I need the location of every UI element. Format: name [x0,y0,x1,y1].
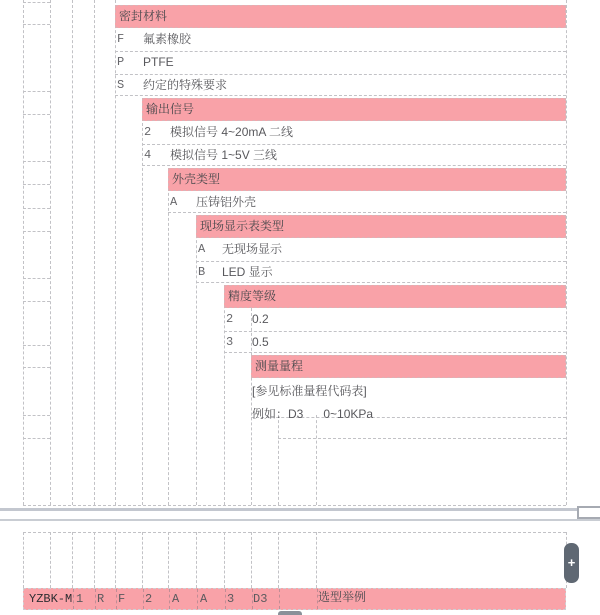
gridline-vertical [50,0,51,505]
gridline-vertical [316,415,317,505]
gridline-horizontal [23,505,566,506]
gridline-horizontal [23,161,50,162]
example-row[interactable] [23,588,566,610]
example-model[interactable]: YZBK-M [29,592,73,606]
gridline-horizontal [23,345,50,346]
cell-divider [169,589,170,609]
option-code[interactable]: 4 [144,148,152,162]
gridline-vertical [94,0,95,505]
gridline-horizontal [23,2,50,3]
insert-column-handle[interactable] [564,543,579,583]
gridline-horizontal [23,114,50,115]
section-header-display-type[interactable]: 现场显示表类型 [196,215,566,238]
example-code[interactable]: 1 [76,592,84,606]
gridline-horizontal [278,438,566,439]
gridline-horizontal [23,367,50,368]
gridline-horizontal [23,415,50,416]
option-code[interactable]: B [198,265,206,279]
gridline-horizontal [23,208,50,209]
option-label[interactable]: 0.5 [252,335,269,349]
range-note[interactable]: [参见标准量程代码表] [252,384,367,398]
gridline-vertical [168,532,169,588]
gridline-vertical [50,532,51,588]
gridline-vertical [142,98,143,505]
option-label[interactable]: PTFE [143,55,174,69]
gridline-vertical [278,415,279,505]
gridline-vertical [196,532,197,588]
gridline-vertical [316,532,317,588]
option-code[interactable]: 3 [226,335,234,349]
example-row-label[interactable]: 选型举例 [318,590,367,604]
insert-row-handle[interactable] [278,611,302,615]
option-label[interactable]: 压铸铝外壳 [196,195,257,209]
gridline-horizontal [23,278,50,279]
gridline-vertical [115,0,116,505]
page-break-margin-box [577,506,600,519]
option-label[interactable]: 模拟信号 1~5V 三线 [170,148,278,162]
gridline-vertical [72,0,73,505]
gridline-horizontal [23,231,50,232]
section-header-measuring-range[interactable]: 测量量程 [251,355,566,378]
option-label[interactable]: 0.2 [252,312,269,326]
section-header-output-signal[interactable]: 输出信号 [142,98,566,121]
option-code[interactable]: S [117,78,125,92]
section-header-housing-type[interactable]: 外壳类型 [168,168,566,191]
gridline-horizontal [23,184,50,185]
section-header-seal-material[interactable]: 密封材料 [115,5,566,28]
plus-icon: + [567,555,576,570]
gridline-horizontal [224,331,566,332]
gridline-vertical [142,532,143,588]
option-label[interactable]: 约定的特殊要求 [143,78,228,92]
option-label[interactable]: LED 显示 [222,265,273,279]
gridline-vertical [72,532,73,588]
gridline-vertical [251,532,252,588]
gridline-horizontal [23,532,566,533]
option-label[interactable]: 模拟信号 4~20mA 二线 [170,125,294,139]
range-example[interactable]: 例如：D3 0~10KPa [252,407,374,421]
example-code[interactable]: 3 [227,592,235,606]
cell-divider [197,589,198,609]
gridline-vertical [23,0,24,505]
cell-divider [73,589,74,609]
gridline-vertical [168,168,169,505]
gridline-horizontal [23,91,50,92]
example-code[interactable]: R [97,592,105,606]
gridline-horizontal [115,51,566,52]
option-code[interactable]: A [198,242,206,256]
cell-divider [225,589,226,609]
example-code[interactable]: A [200,592,208,606]
gridline-horizontal [23,301,50,302]
gridline-vertical [23,532,24,588]
cell-divider [116,589,117,609]
gridline-vertical [94,532,95,588]
option-label[interactable]: 无现场显示 [222,242,283,256]
gridline-horizontal [23,438,50,439]
option-code[interactable]: F [117,32,125,46]
gridline-vertical [566,0,567,505]
option-code[interactable]: P [117,55,125,69]
option-code[interactable]: A [170,195,178,209]
cell-divider [95,589,96,609]
gridline-vertical [224,532,225,588]
gridline-vertical [224,285,225,505]
option-code[interactable]: 2 [226,312,234,326]
example-code[interactable]: A [172,592,180,606]
option-code[interactable]: 2 [144,125,152,139]
section-header-accuracy-class[interactable]: 精度等级 [224,285,566,308]
gridline-horizontal [224,352,566,353]
example-code[interactable]: F [118,592,126,606]
gridline-vertical [278,532,279,588]
cell-divider [279,589,280,609]
cell-divider [143,589,144,609]
gridline-vertical [196,215,197,505]
page-break-separator [0,508,600,521]
gridline-vertical [115,532,116,588]
example-code[interactable]: D3 [253,592,268,606]
gridline-horizontal [23,24,50,25]
option-label[interactable]: 氟素橡胶 [143,32,192,46]
example-code[interactable]: 2 [145,592,153,606]
